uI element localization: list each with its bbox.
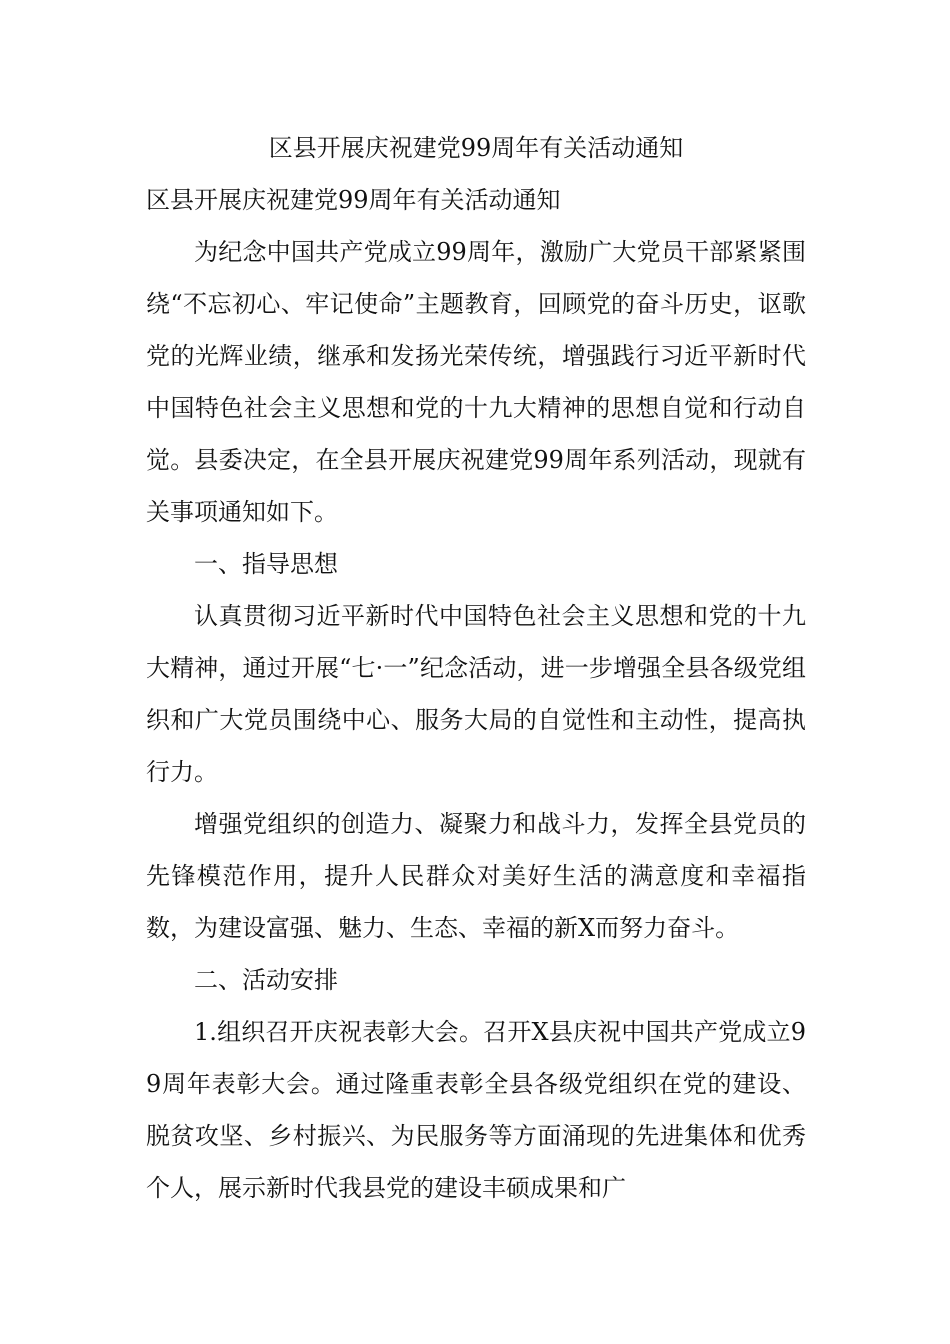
document-title: 区县开展庆祝建党99周年有关活动通知 [268, 134, 684, 162]
section-heading-activity-arrangement: 二、活动安排 [194, 966, 338, 994]
section-heading-guiding-thought: 一、指导思想 [194, 550, 338, 578]
guiding-thought-paragraph-1: 认真贯彻习近平新时代中国特色社会主义思想和党的十九大精神，通过开展“七·一”纪念活动，进一步增强全县各级党组织和广大党员围绕中心、服务大局的自觉性和主动性，提高执行力。 [146, 602, 806, 786]
document-subtitle: 区县开展庆祝建党99周年有关活动通知 [146, 186, 561, 214]
guiding-thought-paragraph-2: 增强党组织的创造力、凝聚力和战斗力，发挥全县党员的先锋模范作用，提升人民群众对美好生活的满意度和幸福指数，为建设富强、魅力、生态、幸福的新X而努力奋斗。 [146, 810, 806, 942]
document-body [146, 122, 806, 1214]
activity-item-1-paragraph: 1.组织召开庆祝表彰大会。召开X县庆祝中国共产党成立99周年表彰大会。通过隆重表彰全县各级党组织在党的建设、脱贫攻坚、乡村振兴、为民服务等方面涌现的先进集体和优秀个人，展示新时代我县党的建设丰硕成果和广 [146, 1018, 806, 1202]
intro-paragraph: 为纪念中国共产党成立99周年，激励广大党员干部紧紧围绕“不忘初心、牢记使命”主题教育，回顾党的奋斗历史，讴歌党的光辉业绩，继承和发扬光荣传统，增强践行习近平新时代中国特色社会主义思想和党的十九大精神的思想自觉和行动自觉。县委决定，在全县开展庆祝建党99周年系列活动，现就有关事项通知如下。 [146, 238, 806, 526]
